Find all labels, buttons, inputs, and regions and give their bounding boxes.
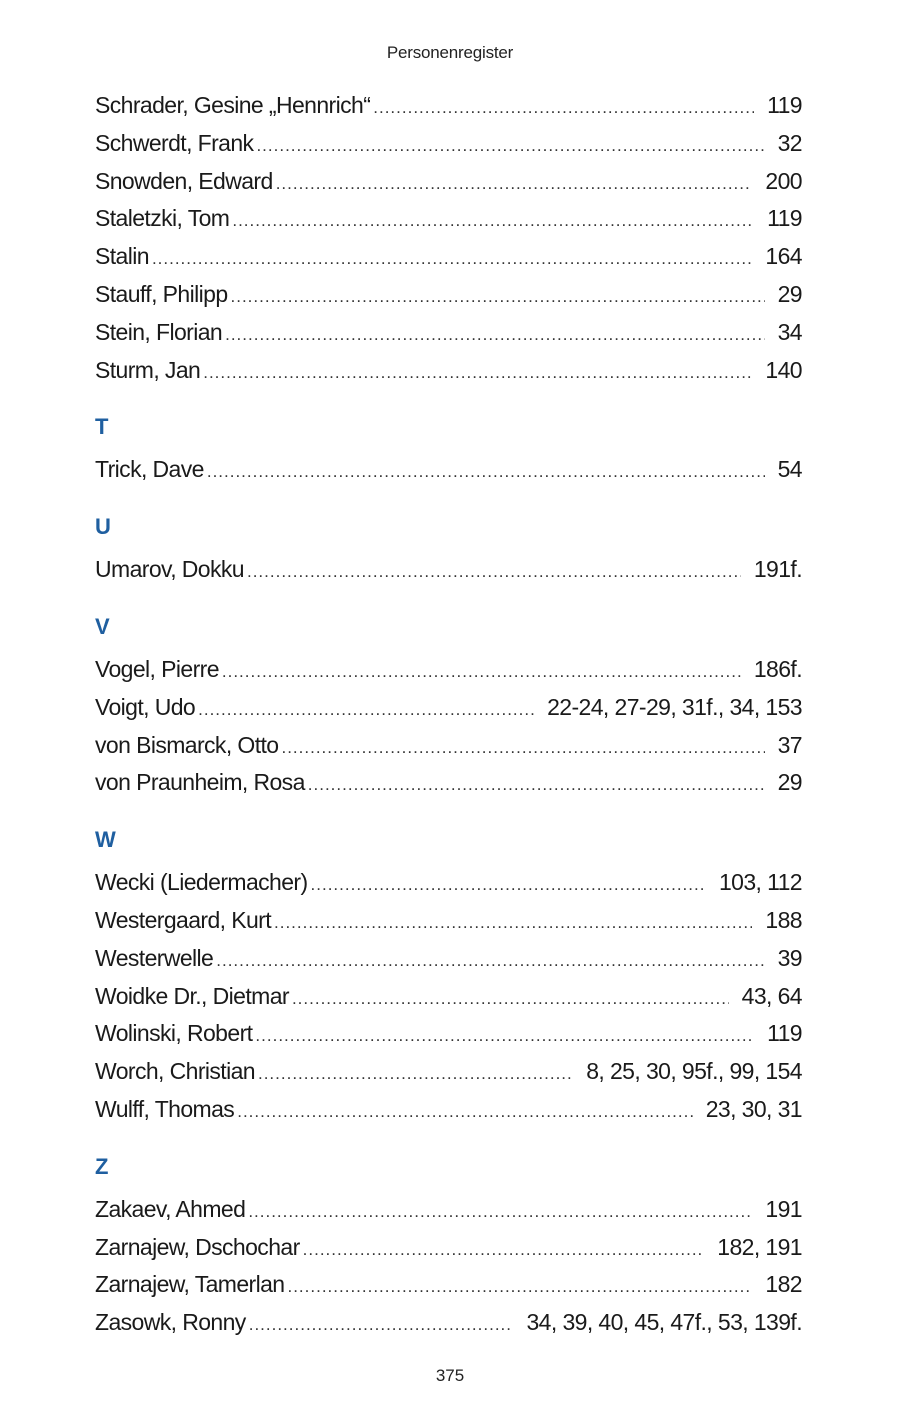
dot-leader: [276, 165, 753, 203]
index-entry: [95, 1053, 802, 1091]
entry-name: Zarnajew, Dschochar: [95, 1233, 300, 1260]
entry-pages: 22-24, 27-29, 31f., 34, 153: [547, 693, 802, 720]
index-entry: [95, 352, 802, 390]
index-entry: [95, 200, 802, 238]
dot-leader: [152, 240, 752, 278]
entry-name: Wolinski, Robert: [95, 1020, 253, 1047]
entry-pages: 119: [767, 1020, 802, 1047]
entry-pages: 119: [767, 205, 802, 232]
entry-name: Wulff, Thomas: [95, 1095, 235, 1122]
index-entry: [95, 1229, 802, 1267]
dot-leader: [281, 729, 764, 767]
entry-name: Staletzki, Tom: [95, 205, 230, 232]
dot-leader: [258, 1055, 573, 1093]
entry-pages: 182, 191: [717, 1233, 802, 1260]
entry-name: Stein, Florian: [95, 318, 223, 345]
entry-pages: 119: [767, 92, 802, 118]
entry-pages: 37: [777, 731, 802, 758]
index-entry: [95, 1266, 802, 1304]
entry-name: Sturm, Jan: [95, 356, 201, 383]
entry-pages: 186f.: [753, 655, 802, 682]
index-entry: [95, 1304, 802, 1342]
person-index: [95, 87, 802, 1342]
entry-name: von Praunheim, Rosa: [95, 769, 305, 796]
entry-pages: 191f.: [753, 556, 802, 583]
running-head: Personenregister: [386, 43, 514, 62]
index-entry: [95, 764, 802, 802]
dot-leader: [232, 202, 754, 240]
dot-leader: [255, 1017, 754, 1055]
index-entry: [95, 1091, 802, 1129]
index-entry: [95, 314, 802, 352]
dot-leader: [207, 453, 765, 491]
index-entry: [95, 978, 802, 1016]
index-entry: [95, 1015, 802, 1053]
entry-pages: 34, 39, 40, 45, 47f., 53, 139f.: [526, 1309, 802, 1336]
dot-leader: [222, 653, 741, 691]
entry-pages: 164: [765, 243, 802, 270]
entry-name: Snowden, Edward: [95, 167, 273, 194]
dot-leader: [274, 904, 752, 942]
dot-leader: [256, 127, 764, 165]
entry-name: Umarov, Dokku: [95, 556, 244, 583]
entry-pages: 39: [777, 944, 802, 971]
section-letter-v: V: [95, 613, 110, 639]
index-entry: [95, 276, 802, 314]
entry-name: Voigt, Udo: [95, 693, 196, 720]
index-entry: [95, 238, 802, 276]
section-letter-u: U: [95, 514, 111, 540]
dot-leader: [311, 866, 706, 904]
entry-name: Zakaev, Ahmed: [95, 1195, 246, 1222]
entry-pages: 29: [777, 769, 802, 796]
entry-pages: 34: [777, 318, 802, 345]
page-number: 375: [435, 1366, 465, 1385]
index-entry: [95, 551, 802, 589]
index-entry: [95, 902, 802, 940]
entry-name: Trick, Dave: [95, 456, 204, 483]
section-letter-w: W: [95, 827, 116, 853]
index-entry: [95, 125, 802, 163]
entry-name: Westergaard, Kurt: [95, 906, 272, 933]
dot-leader: [225, 316, 765, 354]
entry-name: Vogel, Pierre: [95, 655, 219, 682]
entry-pages: 188: [765, 906, 802, 933]
dot-leader: [247, 553, 741, 591]
entry-pages: 8, 25, 30, 95f., 99, 154: [586, 1058, 802, 1085]
entry-name: Stalin: [95, 243, 149, 270]
entry-name: Woidke Dr., Dietmar: [95, 982, 289, 1009]
entry-pages: 23, 30, 31: [705, 1095, 802, 1122]
index-entry: [95, 163, 802, 201]
index-entry: [95, 940, 802, 978]
dot-leader: [287, 1268, 752, 1306]
dot-leader: [237, 1093, 692, 1131]
entry-pages: 54: [777, 456, 802, 483]
entry-name: Schwerdt, Frank: [95, 129, 254, 156]
index-entry: [95, 451, 802, 489]
index-entry: [95, 1191, 802, 1229]
entry-pages: 191: [765, 1195, 802, 1222]
section-letter-t: T: [95, 414, 109, 440]
entry-name: Zasowk, Ronny: [95, 1309, 246, 1336]
index-entry: [95, 87, 802, 125]
index-entry: [95, 689, 802, 727]
entry-pages: 182: [765, 1271, 802, 1298]
index-entry: [95, 651, 802, 689]
index-entry: [95, 727, 802, 765]
entry-name: Schrader, Gesine „Hennrich“: [95, 92, 371, 118]
dot-leader: [203, 354, 752, 392]
dot-leader: [231, 278, 765, 316]
entry-pages: 200: [765, 167, 802, 194]
dot-leader: [303, 1231, 705, 1269]
entry-name: Westerwelle: [95, 944, 214, 971]
dot-leader: [373, 89, 754, 127]
entry-name: Wecki (Liedermacher): [95, 869, 308, 896]
dot-leader: [249, 1306, 514, 1344]
entry-pages: 140: [765, 356, 802, 383]
dot-leader: [292, 980, 729, 1018]
entry-name: Zarnajew, Tamerlan: [95, 1271, 285, 1298]
dot-leader: [248, 1193, 752, 1231]
entry-pages: 103, 112: [718, 869, 802, 896]
entry-name: Worch, Christian: [95, 1058, 255, 1085]
index-entry: [95, 864, 802, 902]
dot-leader: [308, 766, 765, 804]
dot-leader: [216, 942, 764, 980]
entry-name: von Bismarck, Otto: [95, 731, 279, 758]
dot-leader: [198, 691, 534, 729]
entry-name: Stauff, Philipp: [95, 280, 228, 307]
entry-pages: 29: [777, 280, 802, 307]
entry-pages: 43, 64: [741, 982, 802, 1009]
section-letter-z: Z: [95, 1153, 109, 1179]
entry-pages: 32: [777, 129, 802, 156]
